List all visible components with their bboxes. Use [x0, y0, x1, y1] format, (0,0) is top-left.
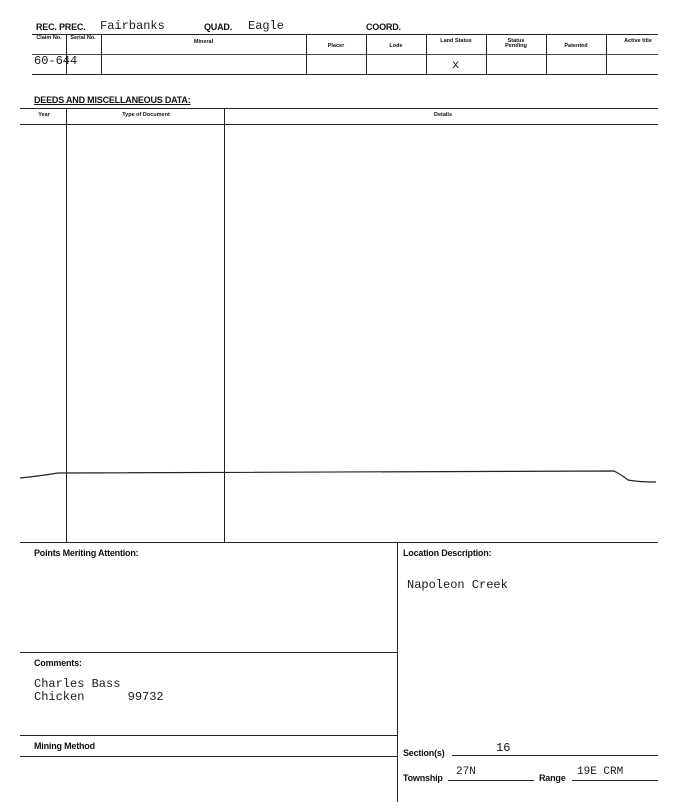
- col-patented: Patented: [564, 43, 588, 49]
- col-active-title: Active title: [624, 38, 652, 44]
- comments-line-1: Charles Bass: [34, 677, 121, 691]
- comments-label: Comments:: [34, 658, 82, 668]
- quad-label: QUAD.: [204, 22, 232, 32]
- quad-value: Eagle: [248, 19, 285, 33]
- col-year: Year: [38, 112, 50, 118]
- land-status-mark: x: [452, 58, 460, 72]
- mining-method-label: Mining Method: [34, 741, 95, 751]
- deeds-title: DEEDS AND MISCELLANEOUS DATA:: [34, 95, 191, 105]
- township-value: 27N: [456, 766, 476, 778]
- points-meriting-attention-label: Points Meriting Attention:: [34, 548, 139, 558]
- coord-label: COORD.: [366, 22, 401, 32]
- section-label: Section(s): [403, 748, 445, 758]
- col-serial-no: Serial No.: [70, 35, 96, 41]
- comments-line-2: Chicken 99732: [34, 690, 164, 704]
- col-details: Details: [433, 112, 453, 118]
- rec-prec-label: REC. PREC.: [36, 22, 86, 32]
- col-type-of-document: Type of Document: [122, 112, 170, 118]
- township-label: Township: [403, 773, 443, 783]
- col-mineral: Mineral: [193, 39, 214, 45]
- section-value: 16: [496, 741, 511, 755]
- col-lode: Lode: [389, 43, 403, 49]
- col-status-pending: Status Pending: [505, 38, 527, 49]
- col-placer: Placer: [327, 43, 345, 49]
- col-claim-no: Claim No.: [36, 35, 62, 41]
- fold-line: [0, 462, 678, 492]
- location-description-value: Napoleon Creek: [407, 578, 508, 592]
- col-land-status: Land Status: [440, 38, 472, 44]
- range-label: Range: [539, 773, 566, 783]
- location-description-label: Location Description:: [403, 548, 492, 558]
- range-value: 19E CRM: [577, 766, 624, 778]
- claim-no-value: 60-644: [34, 54, 78, 68]
- rec-prec-value: Fairbanks: [100, 19, 165, 33]
